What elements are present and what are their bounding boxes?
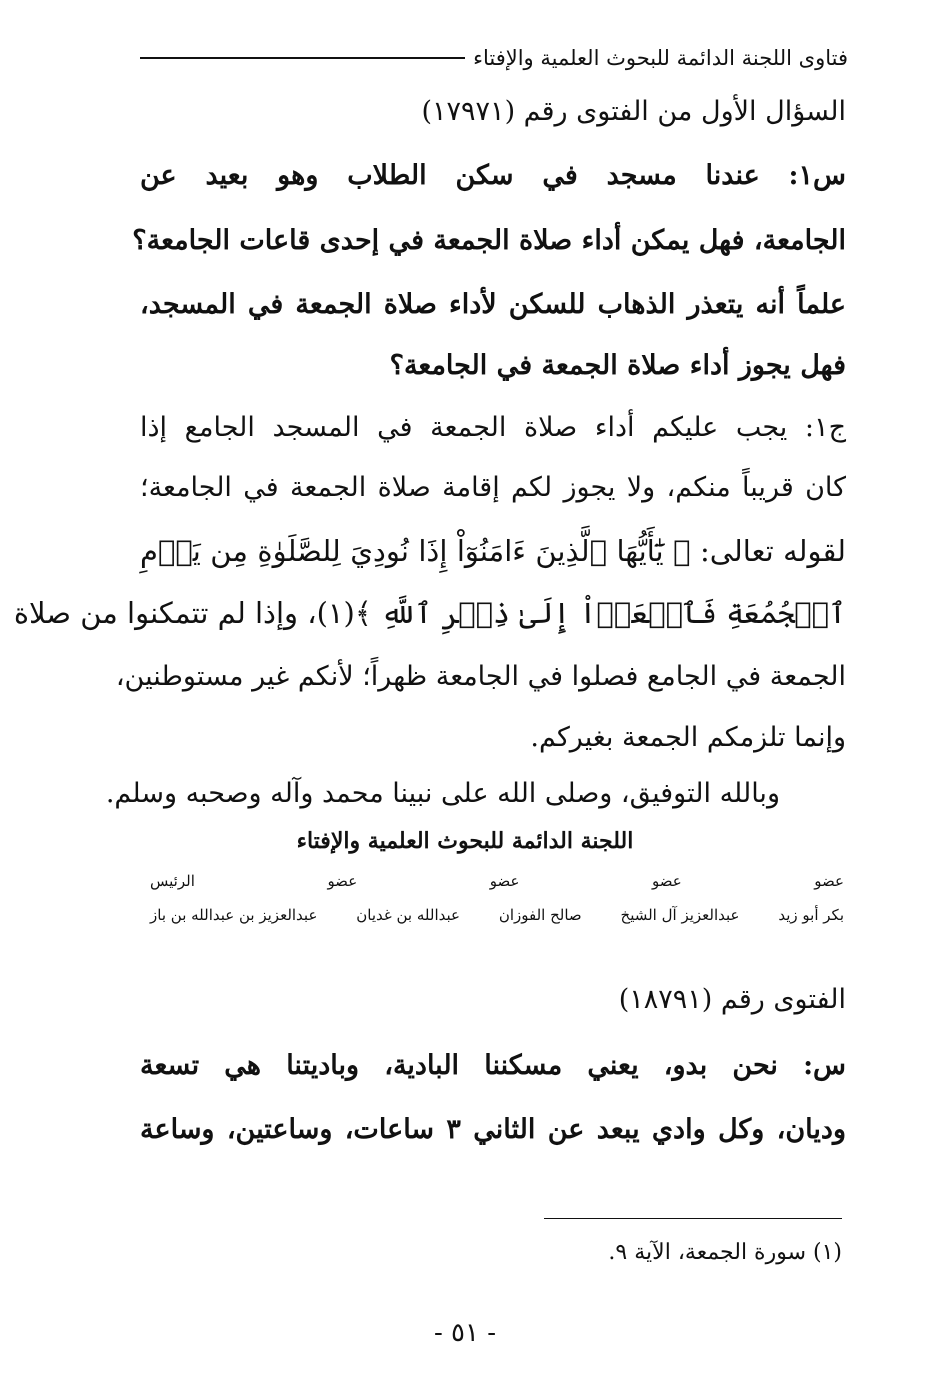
fatwa2-heading: الفتوى رقم (١٨٧٩١) [618, 984, 846, 1015]
header-title: فتاوى اللجنة الدائمة للبحوث العلمية والإفتاء [473, 46, 848, 70]
fatwa1-question-line: س١: عندنا مسجد في سكن الطلاب وهو بعيد عن [140, 160, 846, 191]
fatwa2-question-line: س: نحن بدو، يعني مسكننا البادية، وباديتنا هي تسعة [140, 1050, 846, 1081]
fatwa1-question-line: علماً أنه يتعذر الذهاب للسكن لأداء صلاة الجمعة في المسجد، [140, 289, 846, 320]
signatory-names [150, 906, 844, 924]
signatory-role: عضو [652, 872, 682, 890]
signatory-name: صالح الفوزان [498, 906, 582, 924]
fatwa1-answer-line: الجمعة في الجامع فصلوا في الجامعة ظهراً؛ لأنكم غير مستوطنين، [115, 661, 846, 692]
fatwa1-answer-line: ج١: يجب عليكم أداء صلاة الجمعة في المسجد الجامع إذا [140, 412, 846, 443]
header-rule [140, 57, 465, 59]
committee-name: اللجنة الدائمة للبحوث العلمية والإفتاء [296, 828, 634, 854]
signatory-name: عبدالعزيز بن عبدالله بن باز [150, 906, 318, 924]
footnote-rule [544, 1218, 842, 1219]
fatwa1-heading: السؤال الأول من الفتوى رقم (١٧٩٧١) [421, 96, 846, 127]
signatory-role: الرئيس [150, 872, 195, 890]
closing-line: وبالله التوفيق، وصلى الله على نبينا محمد وآله وصحبه وسلم. [105, 778, 780, 809]
fatwa2-question-line: وديان، وكل وادي يبعد عن الثاني ٣ ساعات، وساعتين، وساعة [140, 1114, 846, 1145]
signatory-name: عبدالعزيز آل الشيخ [620, 906, 740, 924]
fatwa1-answer-line: وإنما تلزمكم الجمعة بغيركم. [530, 722, 846, 753]
signatory-roles [150, 872, 844, 890]
signatory-role: عضو [489, 872, 520, 890]
fatwa1-question-line: فهل يجوز أداء صلاة الجمعة في الجامعة؟ [389, 350, 846, 381]
page-number: - ٥١ - [433, 1318, 497, 1348]
footnote: (١) سورة الجمعة، الآية ٩. [608, 1240, 842, 1265]
signatory-role: عضو [814, 872, 844, 890]
fatwa1-answer-line: كان قريباً منكم، ولا يجوز لكم إقامة صلاة الجمعة في الجامعة؛ [140, 472, 846, 503]
fatwa1-question-line: الجامعة، فهل يمكن أداء صلاة الجمعة في إحدى قاعات الجامعة؟ [132, 225, 846, 256]
signatory-name: بكر أبو زيد [778, 906, 844, 924]
running-header [140, 38, 848, 78]
fatwa1-answer-line: لقوله تعالى: ﴿ يَٰٓأَيُّهَا ٱلَّذِينَ ءَامَنُوٓاْ إِذَا نُودِيَ لِلصَّلَوٰةِ مِن يَوۡمِ [140, 534, 846, 568]
signatory-role: عضو [327, 872, 358, 890]
fatwa1-answer-line: ٱلۡجُمُعَةِ فَٱسۡعَوۡاْ إِلَىٰ ذِكۡرِ ٱللَّهِ ﴾(١)، وإذا لم تتمكنوا من صلاة [13, 596, 846, 630]
signatory-name: عبدالله بن غديان [356, 906, 460, 924]
